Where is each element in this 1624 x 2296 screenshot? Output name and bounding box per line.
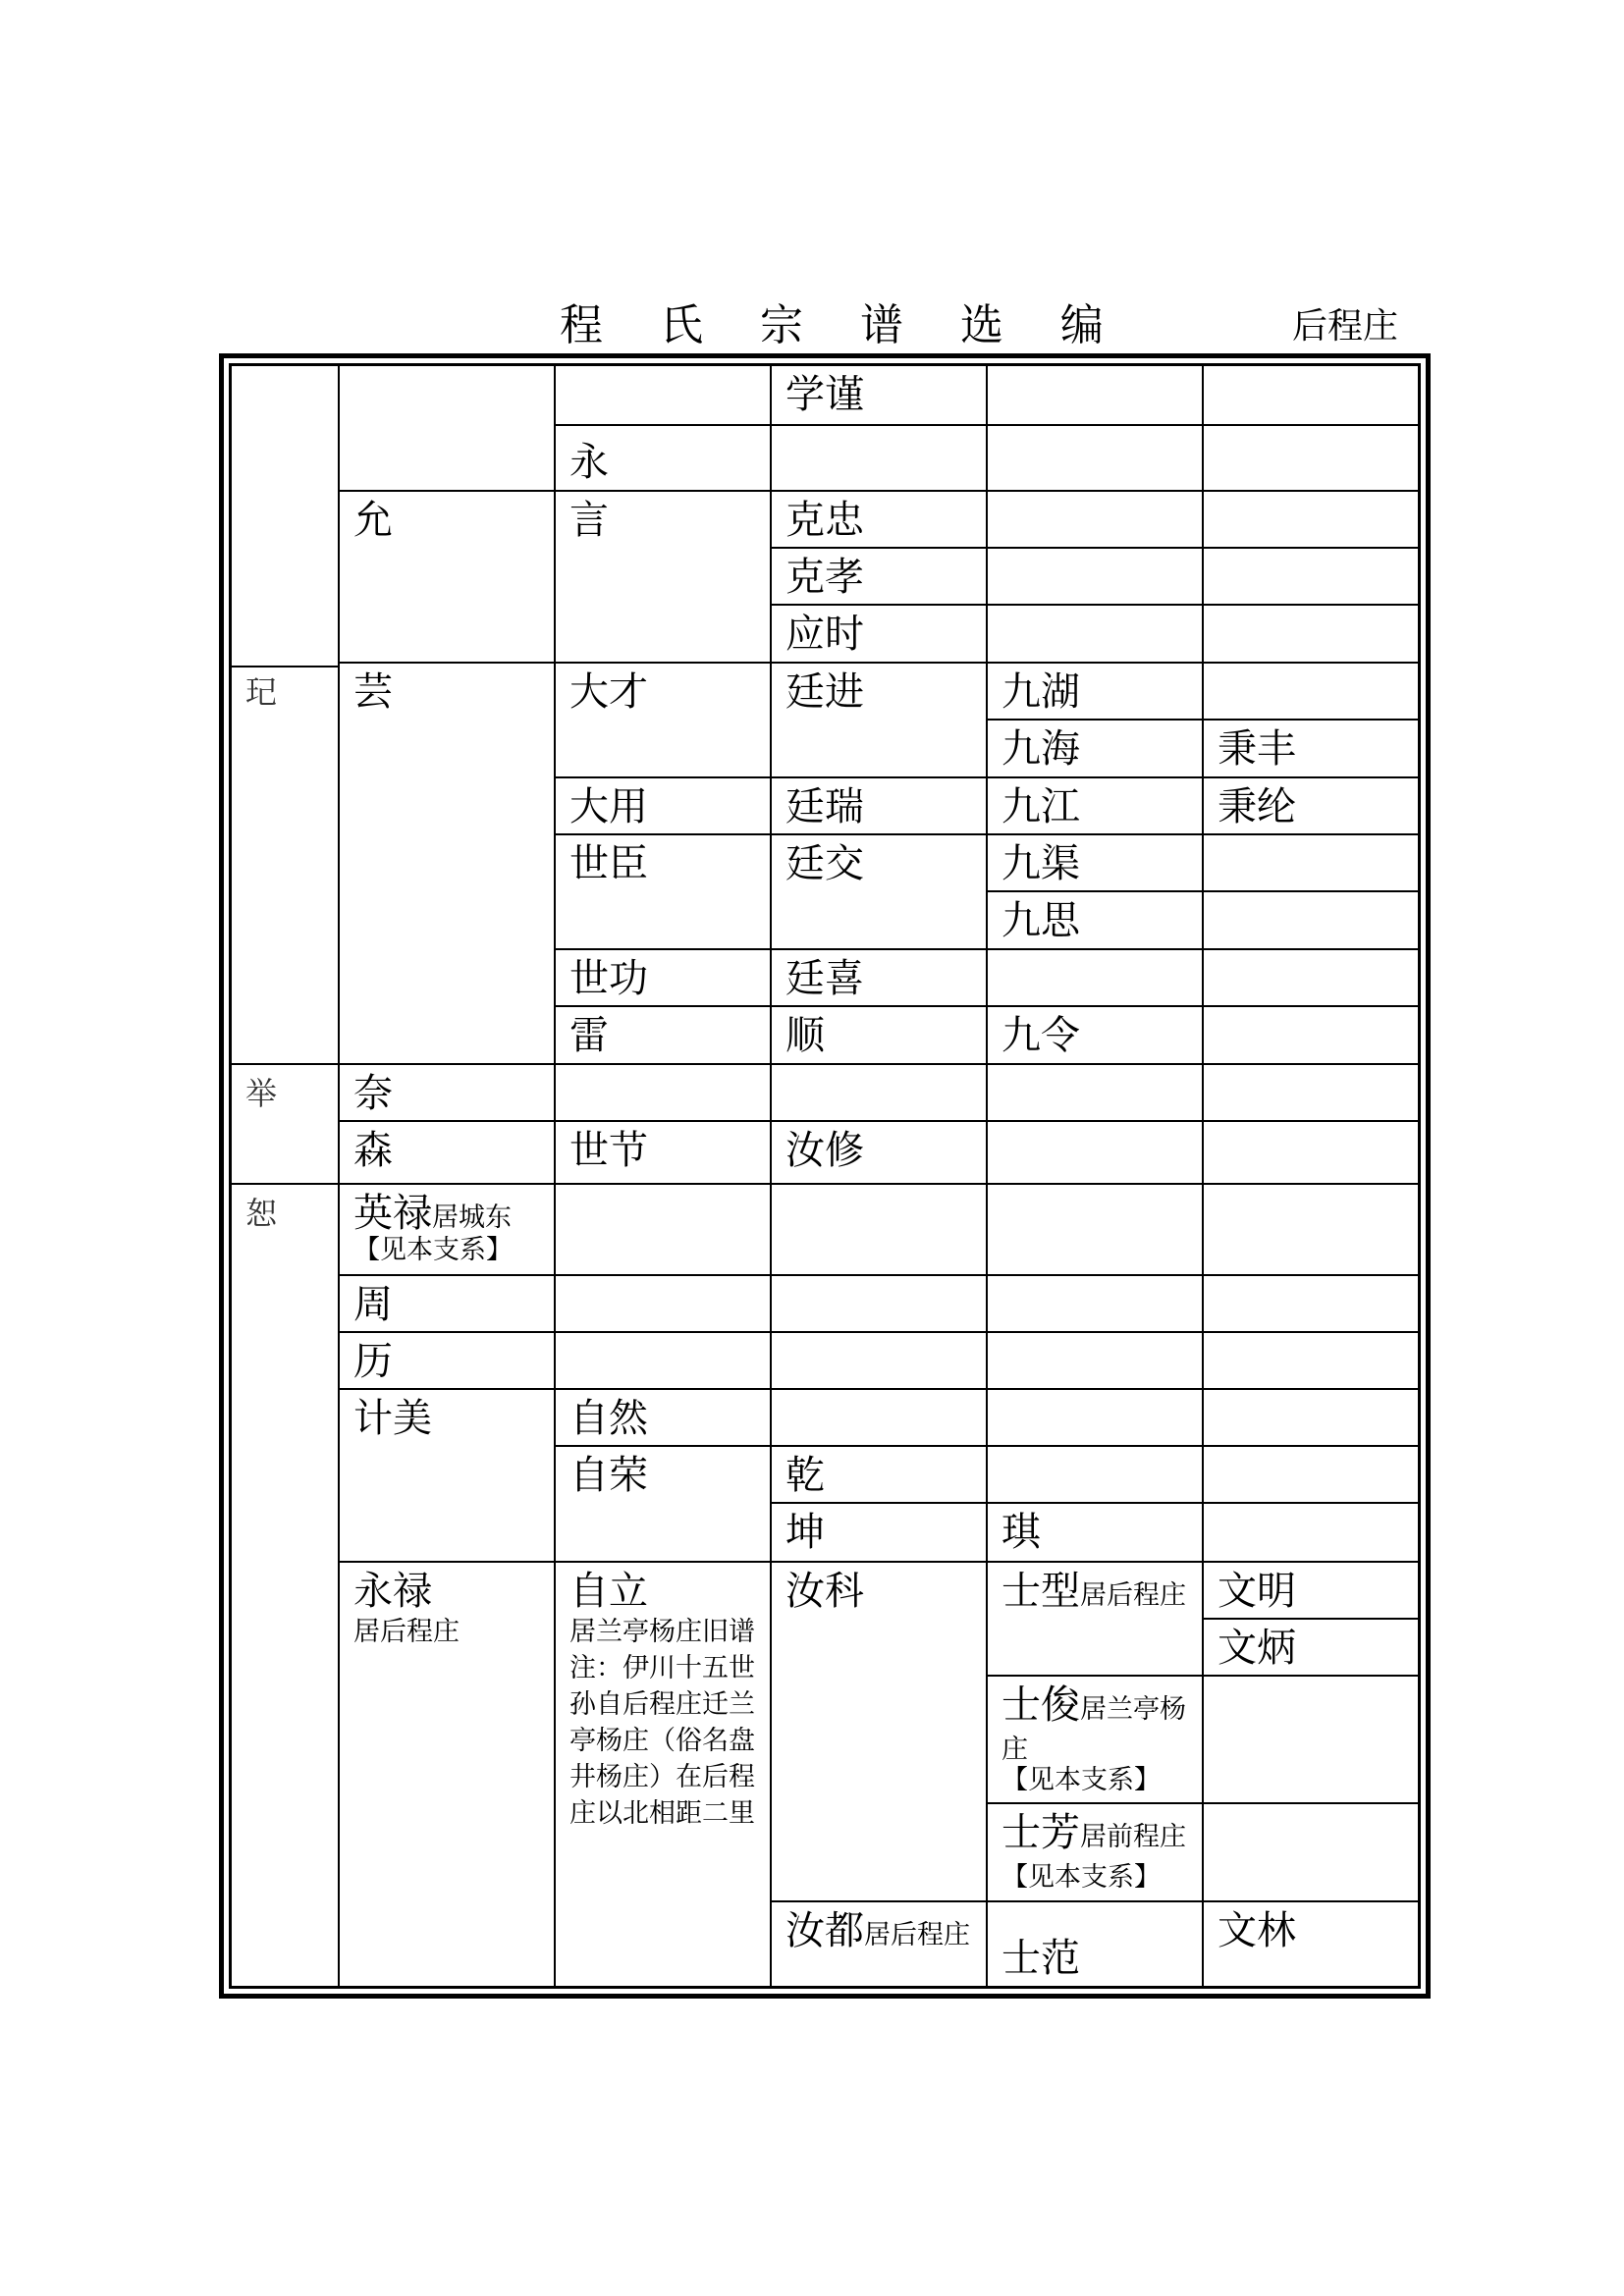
- gen3-cell: 汝科: [772, 1563, 988, 1902]
- gen2-cell: [556, 1333, 772, 1390]
- gen4-cell: 九令: [988, 1007, 1204, 1065]
- gen4-cell: 九海: [988, 721, 1204, 778]
- gen1-cell: [340, 366, 556, 492]
- gen5-cell: [1204, 1447, 1418, 1504]
- gen3-cell: 廷进: [772, 664, 988, 778]
- gen4-cell: [988, 606, 1204, 664]
- gen3-cell: 应时: [772, 606, 988, 664]
- gen5-cell: [1204, 1804, 1418, 1902]
- gen1-cell: 永禄 居后程庄: [340, 1563, 556, 1986]
- page-title: 程 氏 宗 谱 选 编: [560, 300, 1125, 350]
- gen3-cell: 克忠: [772, 492, 988, 549]
- gen4-cell: [988, 492, 1204, 549]
- gen2-cell: 永: [556, 426, 772, 492]
- gen4-cell: 九渠: [988, 835, 1204, 892]
- gen2-cell: [556, 1065, 772, 1122]
- gen0-cell: 举: [232, 1065, 340, 1185]
- gen3-cell: 汝修: [772, 1122, 988, 1185]
- gen4-cell: [988, 1333, 1204, 1390]
- gen3-cell: [772, 1065, 988, 1122]
- gen3-cell: 克孝: [772, 549, 988, 606]
- gen2-cell: 大才: [556, 664, 772, 778]
- gen1-cell: 周: [340, 1276, 556, 1333]
- gen4-cell: 士芳居前程庄【见本支系】: [988, 1804, 1204, 1902]
- gen2-cell: 自荣: [556, 1447, 772, 1563]
- gen0-cell: 玘: [232, 664, 340, 1065]
- gen5-cell: 秉丰: [1204, 721, 1418, 778]
- genealogy-table: [229, 363, 1421, 1989]
- gen3-cell: [772, 1333, 988, 1390]
- gen2-cell: 雷: [556, 1007, 772, 1065]
- gen4-cell: [988, 549, 1204, 606]
- gen4-cell: 九思: [988, 892, 1204, 950]
- gen5-cell: [1204, 1390, 1418, 1447]
- gen1-cell: 森: [340, 1122, 556, 1185]
- gen4-cell: [988, 1122, 1204, 1185]
- gen3-cell: 廷瑞: [772, 778, 988, 835]
- gen3-cell: 廷交: [772, 835, 988, 950]
- gen4-cell: [988, 1276, 1204, 1333]
- gen1-cell: 英禄居城东 【见本支系】: [340, 1185, 556, 1276]
- gen3-cell: 廷喜: [772, 950, 988, 1007]
- gen4-cell: 九江: [988, 778, 1204, 835]
- gen5-cell: 文林: [1218, 1908, 1296, 1953]
- gen5-cell: [1204, 1276, 1418, 1333]
- gen2-cell: 世功: [556, 950, 772, 1007]
- gen0-cell: 恕: [232, 1185, 340, 1986]
- gen4-cell: [988, 1065, 1204, 1122]
- gen5-cell: [1204, 1065, 1418, 1122]
- gen1-cell: 计美: [340, 1390, 556, 1563]
- gen2-cell: 世节: [556, 1122, 772, 1185]
- gen5-cell: 文炳: [1204, 1620, 1418, 1677]
- gen5-cell: [1204, 1007, 1418, 1065]
- gen5-cell: [1204, 892, 1418, 950]
- gen3-cell: 坤: [772, 1504, 988, 1563]
- gen5-cell: [1204, 426, 1418, 492]
- gen1-cell: 允: [340, 492, 556, 664]
- gen4-cell: [988, 1390, 1204, 1447]
- gen3-cell: [772, 1390, 988, 1447]
- gen3-cell: 学谨: [772, 366, 988, 426]
- gen5-cell: 秉纶: [1204, 778, 1418, 835]
- gen4-cell: [988, 366, 1204, 426]
- gen4-cell: [988, 1447, 1204, 1504]
- gen4-cell: [988, 1185, 1204, 1276]
- gen2-cell: [556, 1276, 772, 1333]
- gen5-cell: [1204, 1122, 1418, 1185]
- gen4-cell: [988, 426, 1204, 492]
- gen5-cell: [1204, 606, 1418, 664]
- gen3-cell: 顺: [772, 1007, 988, 1065]
- gen4-cell: 琪: [988, 1504, 1204, 1563]
- gen4-cell: 士范: [988, 1902, 1204, 1986]
- gen5-cell: [1204, 1504, 1418, 1563]
- location-label: 后程庄: [1291, 306, 1398, 347]
- gen5-cell: [1204, 664, 1418, 721]
- gen4-cell: 士俊居兰亭杨庄 【见本支系】: [988, 1677, 1204, 1804]
- gen2-cell: [556, 366, 772, 426]
- gen3-cell: [772, 426, 988, 492]
- gen5-cell: 文明: [1204, 1563, 1418, 1620]
- gen5-cell: [1204, 1333, 1418, 1390]
- gen5-cell: [1204, 492, 1418, 549]
- gen4-cell: [988, 950, 1204, 1007]
- gen5-cell: [1204, 835, 1418, 892]
- gen3-cell: [772, 1185, 988, 1276]
- gen5-cell: [1204, 1185, 1418, 1276]
- gen2-cell: 自然: [556, 1390, 772, 1447]
- gen5-cell: [1204, 549, 1418, 606]
- gen2-cell: 自立 居兰亭杨庄旧谱注：伊川十五世孙自后程庄迁兰亭杨庄（俗名盘井杨庄）在后程庄以北相距二里: [556, 1563, 772, 1986]
- gen4-cell: 士型居后程庄: [988, 1563, 1204, 1677]
- gen2-cell: 大用: [556, 778, 772, 835]
- gen5-cell: [1204, 366, 1418, 426]
- gen2-cell: 言: [556, 492, 772, 664]
- gen5-cell: [1204, 950, 1418, 1007]
- gen3-cell: 汝都居后程庄: [772, 1902, 988, 1986]
- gen2-cell: [556, 1185, 772, 1276]
- gen1-cell: 奈: [340, 1065, 556, 1122]
- gen3-cell: 乾: [772, 1447, 988, 1504]
- gen5-cell: [1204, 1677, 1418, 1804]
- gen2-cell: 世臣: [556, 835, 772, 950]
- gen1-cell: 芸: [340, 664, 556, 1065]
- gen3-cell: [772, 1276, 988, 1333]
- gen4-cell: 九湖: [988, 664, 1204, 721]
- gen0-cell: [232, 366, 340, 667]
- gen1-cell: 历: [340, 1333, 556, 1390]
